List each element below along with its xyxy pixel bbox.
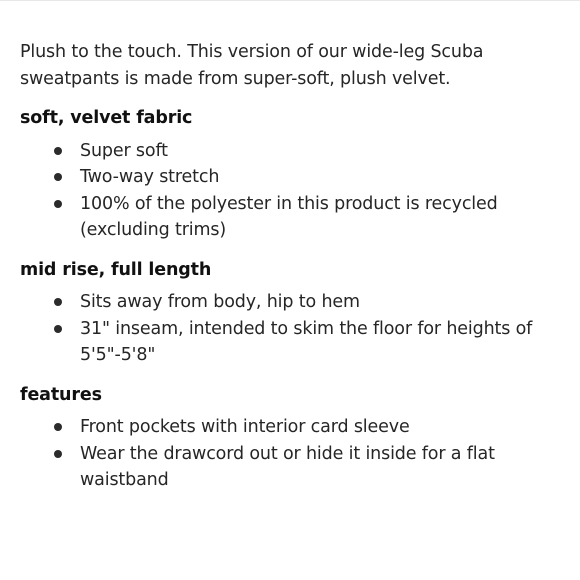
bullet-list: [20, 138, 560, 244]
bullet-list: [20, 414, 560, 494]
section-fabric: [20, 105, 560, 244]
bullet-icon: [54, 147, 62, 155]
list-item: [80, 441, 560, 494]
list-item-text: Super soft: [80, 140, 168, 161]
bullet-icon: [54, 200, 62, 208]
section-heading: features: [20, 384, 102, 405]
list-item: [80, 191, 560, 244]
product-description: [20, 39, 560, 507]
list-item: [80, 138, 560, 165]
bullet-list: [20, 289, 560, 369]
list-item: [80, 316, 560, 369]
section-heading: mid rise, full length: [20, 259, 212, 280]
section-heading: soft, velvet fabric: [20, 108, 193, 128]
bullet-icon: [54, 298, 62, 306]
bullet-icon: [54, 325, 62, 333]
list-item-text: Wear the drawcord out or hide it inside for a flat waistband: [80, 443, 495, 490]
list-item-text: Front pockets with interior card sleeve: [80, 417, 410, 437]
list-item-text: 100% of the polyester in this product is recycled (excluding trims): [80, 193, 498, 240]
bullet-icon: [54, 173, 62, 181]
list-item: [80, 414, 560, 441]
list-item-text: 31" inseam, intended to skim the floor for heights of 5'5"-5'8": [80, 318, 533, 365]
section-fit: [20, 257, 560, 369]
list-item: [80, 289, 560, 316]
intro-paragraph: Plush to the touch. This version of our wide-leg Scuba sweatpants is made from super-soft, plush velvet.: [20, 42, 484, 89]
list-item-text: Sits away from body, hip to hem: [80, 292, 360, 312]
section-features: [20, 382, 560, 494]
bullet-icon: [54, 450, 62, 458]
bullet-icon: [54, 423, 62, 431]
list-item-text: Two-way stretch: [80, 167, 220, 187]
list-item: [80, 164, 560, 191]
